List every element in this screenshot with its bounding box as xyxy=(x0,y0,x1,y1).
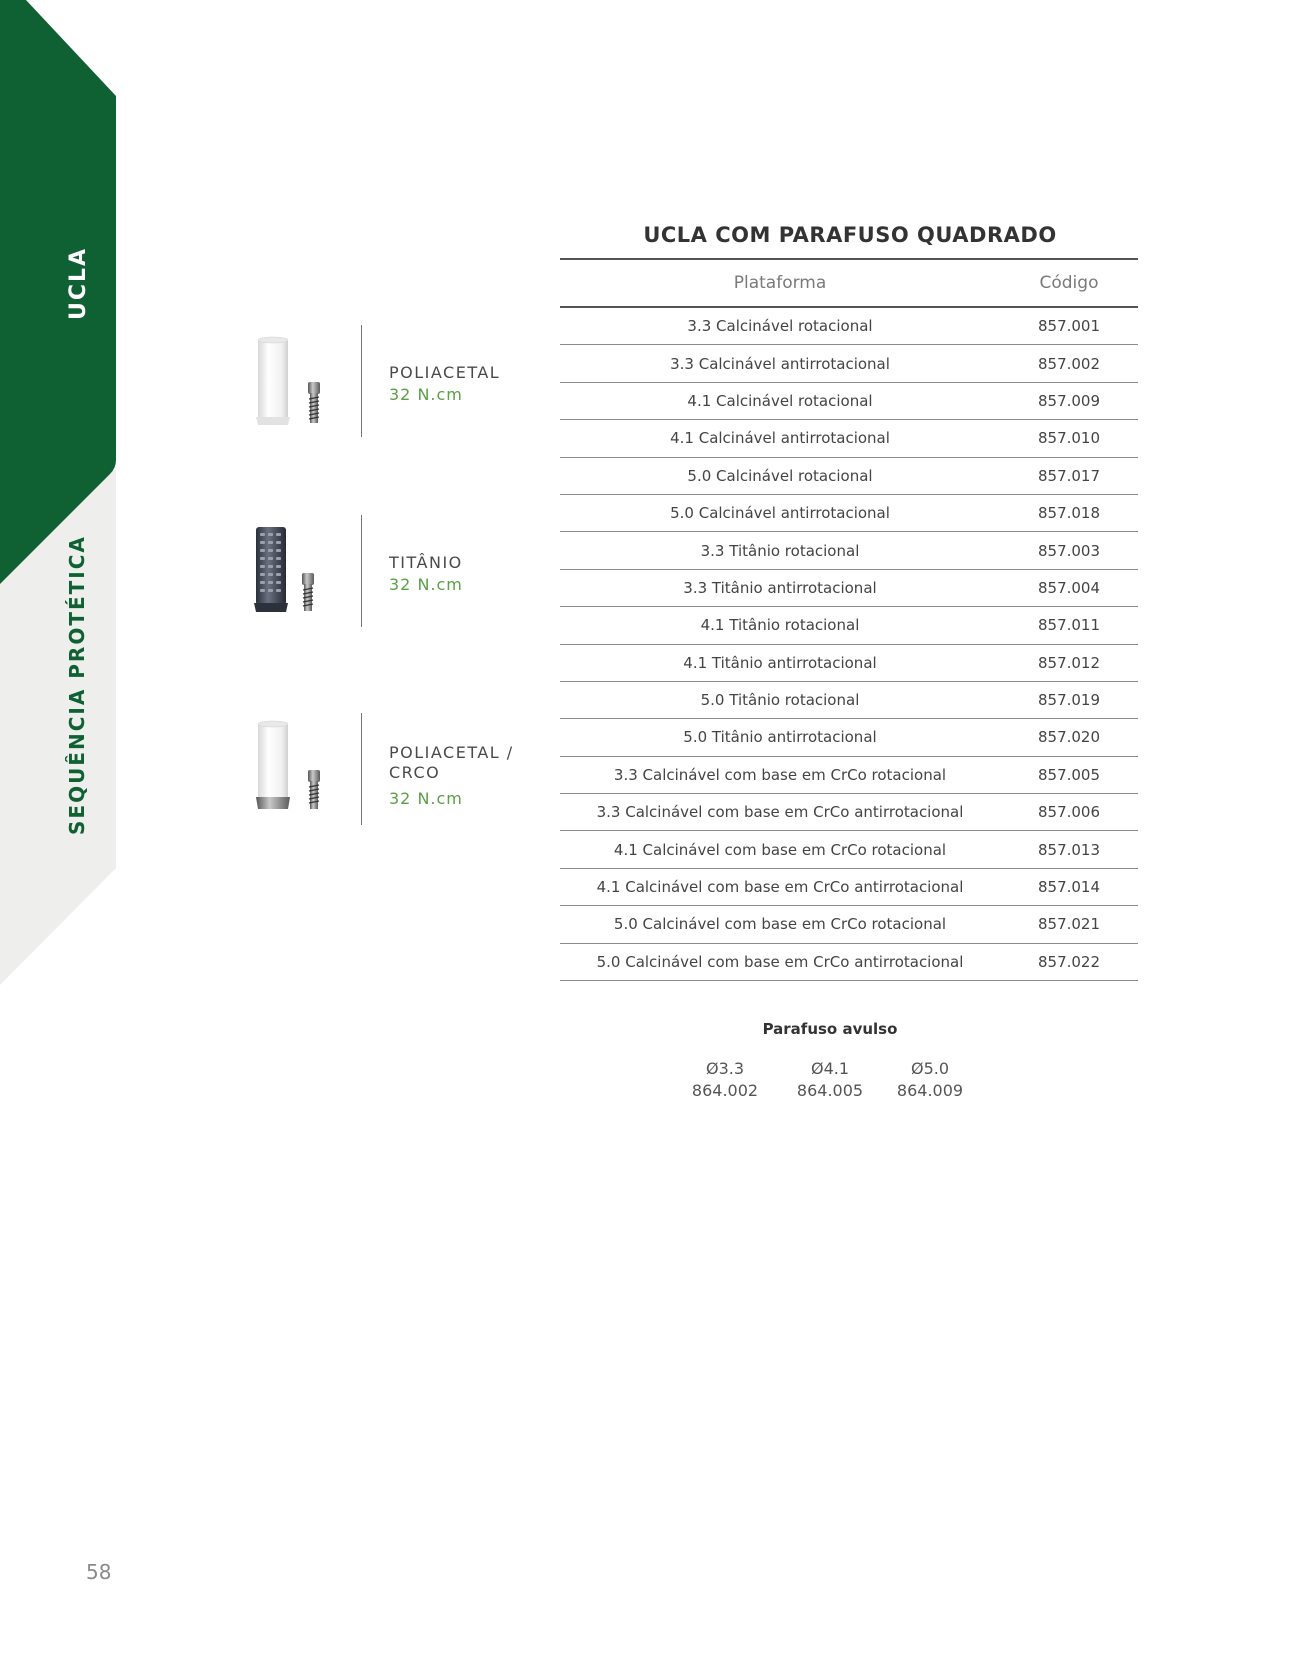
screw-item xyxy=(680,1058,770,1102)
table-row xyxy=(560,756,1138,793)
table-row xyxy=(560,719,1138,756)
table-cell-codigo: 857.006 xyxy=(1000,794,1138,831)
product-titanio xyxy=(240,515,540,635)
table-row xyxy=(560,569,1138,606)
column-header-codigo: Código xyxy=(1000,259,1138,307)
table-cell-plataforma: 4.1 Calcinável com base em CrCo rotacional xyxy=(560,831,1000,868)
table-cell-codigo: 857.020 xyxy=(1000,719,1138,756)
table-cell-plataforma: 5.0 Calcinável rotacional xyxy=(560,457,1000,494)
table-cell-codigo: 857.003 xyxy=(1000,532,1138,569)
table-cell-plataforma: 5.0 Calcinável com base em CrCo antirrotacional xyxy=(560,943,1000,980)
table-cell-codigo: 857.012 xyxy=(1000,644,1138,681)
poliacetal-abutment-image xyxy=(240,325,340,435)
screw-item xyxy=(885,1058,975,1102)
table-cell-plataforma: 5.0 Calcinável com base em CrCo rotacional xyxy=(560,906,1000,943)
table-cell-plataforma: 3.3 Titânio rotacional xyxy=(560,532,1000,569)
table-row xyxy=(560,794,1138,831)
table-row xyxy=(560,457,1138,494)
product-poliacetal-crco xyxy=(240,713,540,833)
product-material-name-line2: CRCO xyxy=(389,763,441,782)
table-cell-codigo: 857.018 xyxy=(1000,494,1138,531)
table-row xyxy=(560,532,1138,569)
product-divider xyxy=(361,325,362,437)
loose-screws-title: Parafuso avulso xyxy=(762,1020,898,1038)
table-cell-codigo: 857.017 xyxy=(1000,457,1138,494)
page-number: 58 xyxy=(86,1560,112,1584)
table-row xyxy=(560,420,1138,457)
table-title: UCLA COM PARAFUSO QUADRADO xyxy=(643,223,1057,247)
table-cell-codigo: 857.010 xyxy=(1000,420,1138,457)
screw-item xyxy=(785,1058,875,1102)
loose-screws-section xyxy=(680,1020,980,1100)
table-cell-codigo: 857.022 xyxy=(1000,943,1138,980)
table-row xyxy=(560,644,1138,681)
table-cell-plataforma: 4.1 Calcinável antirrotacional xyxy=(560,420,1000,457)
table-cell-codigo: 857.001 xyxy=(1000,307,1138,345)
table-row xyxy=(560,307,1138,345)
product-divider xyxy=(361,713,362,825)
product-material-name: POLIACETAL xyxy=(389,363,501,382)
screw-diameter: Ø5.0 xyxy=(910,1059,950,1078)
table-cell-plataforma: 4.1 Titânio rotacional xyxy=(560,607,1000,644)
titanium-abutment-image xyxy=(240,515,340,625)
product-poliacetal xyxy=(240,325,540,445)
table-cell-codigo: 857.002 xyxy=(1000,345,1138,382)
table-cell-plataforma: 3.3 Calcinável antirrotacional xyxy=(560,345,1000,382)
table-cell-codigo: 857.011 xyxy=(1000,607,1138,644)
side-tab-background xyxy=(0,0,120,1000)
table-cell-codigo: 857.005 xyxy=(1000,756,1138,793)
product-divider xyxy=(361,515,362,627)
table-row xyxy=(560,607,1138,644)
product-material-name: TITÂNIO xyxy=(389,553,463,572)
table-cell-plataforma: 3.3 Calcinável rotacional xyxy=(560,307,1000,345)
table-cell-plataforma: 4.1 Calcinável com base em CrCo antirrotacional xyxy=(560,868,1000,905)
screw-code: 864.009 xyxy=(896,1081,964,1100)
table-cell-plataforma: 5.0 Titânio antirrotacional xyxy=(560,719,1000,756)
table-cell-codigo: 857.013 xyxy=(1000,831,1138,868)
side-tab-ucla[interactable]: UCLA xyxy=(66,246,91,320)
table-header-row xyxy=(560,259,1138,307)
table-cell-plataforma: 3.3 Calcinável com base em CrCo rotacional xyxy=(560,756,1000,793)
table-cell-codigo: 857.009 xyxy=(1000,382,1138,419)
product-torque: 32 N.cm xyxy=(389,385,463,404)
table-cell-plataforma: 4.1 Calcinável rotacional xyxy=(560,382,1000,419)
table-row xyxy=(560,494,1138,531)
poliacetal-crco-abutment-image xyxy=(240,713,340,823)
table-cell-plataforma: 3.3 Calcinável com base em CrCo antirrotacional xyxy=(560,794,1000,831)
table-cell-codigo: 857.019 xyxy=(1000,681,1138,718)
table-cell-codigo: 857.021 xyxy=(1000,906,1138,943)
screw-diameter: Ø3.3 xyxy=(705,1059,745,1078)
table-cell-plataforma: 5.0 Calcinável antirrotacional xyxy=(560,494,1000,531)
screw-code: 864.002 xyxy=(691,1081,759,1100)
screw-code: 864.005 xyxy=(796,1081,864,1100)
table-cell-plataforma: 4.1 Titânio antirrotacional xyxy=(560,644,1000,681)
table-row xyxy=(560,831,1138,868)
table-row xyxy=(560,906,1138,943)
table-row xyxy=(560,382,1138,419)
table-row xyxy=(560,681,1138,718)
side-tab-sequencia-protetica[interactable]: SEQUÊNCIA PROTÉTICA xyxy=(65,535,89,835)
table-cell-plataforma: 5.0 Titânio rotacional xyxy=(560,681,1000,718)
table-row xyxy=(560,345,1138,382)
table-cell-plataforma: 3.3 Titânio antirrotacional xyxy=(560,569,1000,606)
table-row xyxy=(560,868,1138,905)
table-cell-codigo: 857.004 xyxy=(1000,569,1138,606)
product-code-table xyxy=(560,258,1138,981)
screw-diameter: Ø4.1 xyxy=(810,1059,850,1078)
table-row xyxy=(560,943,1138,980)
column-header-plataforma: Plataforma xyxy=(560,259,1000,307)
product-torque: 32 N.cm xyxy=(389,789,463,808)
product-torque: 32 N.cm xyxy=(389,575,463,594)
product-material-name: POLIACETAL / xyxy=(389,743,514,762)
table-cell-codigo: 857.014 xyxy=(1000,868,1138,905)
